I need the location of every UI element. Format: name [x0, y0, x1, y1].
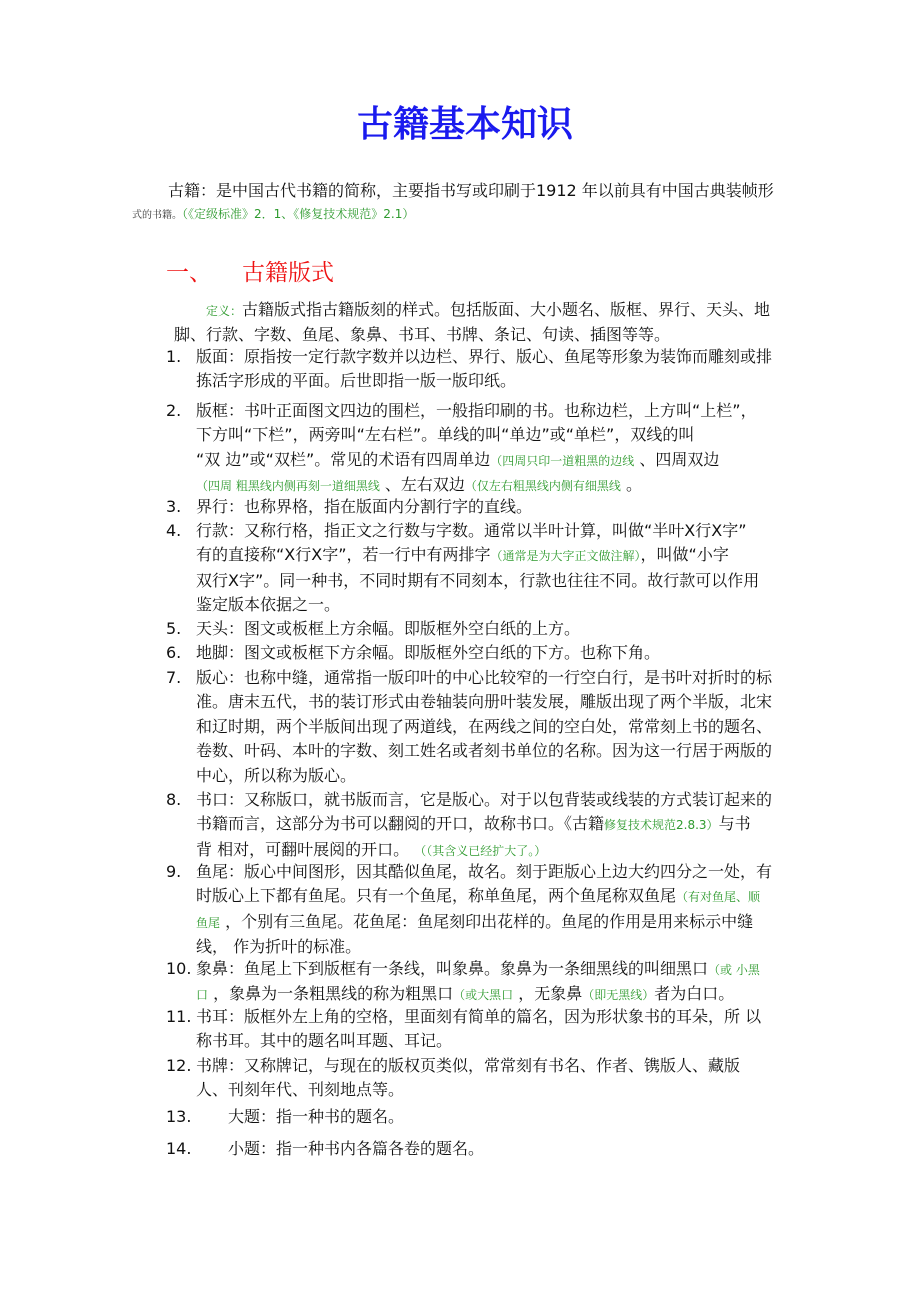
list-item-number: 11.: [166, 1007, 192, 1026]
body-text: 有的直接称“X行X字”，若一行中有两排字: [196, 545, 491, 565]
list-item-line: [166, 910, 772, 935]
annotation-text: （有对鱼尾、顺: [676, 890, 761, 905]
body-text: 书口：又称版口，就书版而言，它是版心。对于以包背装或线装的方式装订起来的: [196, 790, 773, 809]
annotation-text: （或 小黑: [708, 963, 760, 977]
list-item: [166, 399, 757, 499]
body-text: 背 相对，可翻叶展阅的开口。: [196, 839, 415, 859]
annotation-text: （仅左右粗黑线内侧有细黑线: [464, 479, 621, 494]
body-text: 地脚：图文或板框下方余幅。即版框外空白纸的下方。也称下角。: [196, 643, 661, 662]
list-item-line: [166, 1078, 740, 1102]
body-text: 大题：指一种书的题名。: [228, 1107, 405, 1126]
annotation-text: 口: [196, 988, 209, 1003]
list-item-line: [166, 1029, 761, 1053]
body-text: 书牌：又称牌记，与现在的版权页类似，常常刻有书名、作者、镌版人、藏版: [196, 1056, 741, 1075]
list-item-line: [166, 739, 772, 763]
list-item-line: [166, 593, 759, 617]
list-item: [166, 1054, 740, 1103]
definition-text: 古籍版式指古籍版刻的样式。包括版面、大小题名、版框、界行、天头、地: [242, 300, 771, 319]
list-item-line: [166, 423, 757, 447]
body-text: 小题：指一种书内各篇各卷的题名。: [228, 1139, 485, 1158]
list-item: [166, 957, 760, 1008]
list-item-number: 7.: [166, 668, 182, 687]
list-item-number: 1.: [166, 347, 182, 366]
list-item-line: [166, 957, 760, 982]
document-title: 古籍基本知识: [356, 104, 573, 145]
list-item-line: [166, 543, 759, 568]
annotation-text: （四周 粗黑线内侧再刻一道细黑线: [196, 479, 380, 494]
body-text: ，个别有三鱼尾。花鱼尾：鱼尾刻印出花样的。鱼尾的作用是用来标示中缝: [220, 911, 754, 931]
body-text: 人、刊刻年代、刊刻地点等。: [196, 1080, 405, 1100]
list-item-line: [166, 1005, 761, 1029]
list-item-number: 6.: [166, 643, 182, 662]
list-item-line: [166, 641, 660, 665]
list-item-line: [166, 519, 759, 543]
list-item-number: 9.: [166, 862, 182, 881]
body-text: 线， 作为折叶的标准。: [196, 937, 362, 957]
body-text: 象鼻：鱼尾上下到版框有一条线，叫象鼻。象鼻为一条细黑线的叫细黑口: [196, 959, 709, 978]
body-text: 界行：也称界格，指在版面内分割行字的直线。: [196, 497, 533, 516]
list-item-line: [166, 788, 772, 812]
list-item-line: [166, 690, 772, 714]
list-item-line: [166, 715, 772, 739]
body-text: 下方叫“下栏”，两旁叫“左右栏”。单线的叫“单边”或“单栏”，双线的叫: [196, 425, 695, 445]
intro-reference: （《定级标准》2．1、《修复技术规范》2.1）: [182, 207, 415, 221]
body-text: 准。唐末五代，书的装订形式由卷轴装向册叶装发展，雕版出现了两个半版，北宋: [196, 692, 773, 712]
body-text: 、四周双边: [634, 449, 720, 469]
body-text: 卷数、叶码、本叶的字数、刻工姓名或者刻书单位的名称。因为这一行居于两版的: [196, 741, 773, 761]
list-item-number: 8.: [166, 790, 182, 809]
list-item-number: 5.: [166, 619, 182, 638]
list-item-line: [166, 617, 580, 641]
list-item-line: [166, 1054, 740, 1078]
definition-label: 定义：: [206, 304, 243, 318]
body-text: ，无象鼻: [513, 984, 583, 1004]
list-item: [166, 1105, 404, 1129]
body-text: 者为白口。: [654, 984, 735, 1004]
list-item-line: [166, 369, 772, 393]
body-text: 称书耳。其中的题名叫耳题、耳记。: [196, 1031, 453, 1051]
list-item: [166, 666, 772, 788]
body-text: 书籍而言，这部分为书可以翻阅的开口，故称书口。《古籍: [196, 814, 605, 834]
definition-text-continued: 脚、行款、字数、鱼尾、象鼻、书耳、书牌、条记、句读、插图等等。: [174, 325, 671, 345]
list-item: [166, 1137, 484, 1161]
body-text: 时版心上下都有鱼尾。只有一个鱼尾，称单鱼尾，两个鱼尾称双鱼尾: [196, 886, 677, 906]
list-item-line: [166, 982, 760, 1007]
body-text: “双 边”或“双栏”。常见的术语有四周单边: [196, 449, 491, 469]
body-text: 鱼尾：版心中间图形，因其酷似鱼尾，故名。刻于距版心上边大约四分之一处，有: [196, 862, 773, 881]
list-item-line: [166, 448, 757, 473]
list-item-line: [166, 860, 772, 884]
body-text: 行款：又称行格，指正文之行数与字数。通常以半叶计算，叫做“半叶X行X字”: [196, 521, 747, 540]
list-item: [166, 788, 772, 863]
body-text: 拣活字形成的平面。后世即指一版一版印纸。: [196, 371, 517, 391]
list-item-line: [166, 666, 772, 690]
list-item-line: [166, 1137, 484, 1161]
list-item: [166, 860, 772, 960]
intro-text: 古籍：是中国古代书籍的简称，主要指书写或印刷于1912 年以前具有中国古典装帧形: [168, 181, 774, 200]
body-text: 与书: [718, 814, 751, 834]
annotation-text: 鱼尾: [196, 915, 221, 930]
list-item-number: 10.: [166, 959, 192, 978]
list-item-line: [166, 935, 772, 959]
body-text: 。: [620, 475, 643, 495]
body-text: 版框：书叶正面图文四边的围栏，一般指印刷的书。也称边栏，上方叫“上栏”，: [196, 401, 757, 420]
list-item-line: [166, 1105, 404, 1129]
section-heading: [166, 254, 334, 287]
list-item-line: [166, 884, 772, 909]
list-item-line: [166, 345, 772, 369]
list-item-number: 13.: [166, 1107, 192, 1126]
definition-paragraph: [174, 298, 770, 348]
section-number: 一、: [166, 260, 212, 286]
list-item-number: 4.: [166, 521, 182, 540]
body-text: ，象鼻为一条粗黑线的称为粗黑口: [208, 984, 454, 1004]
list-item-number: 3.: [166, 497, 182, 516]
list-item-line: [166, 399, 757, 423]
body-text: 双行X字”。同一种书，不同时期有不同刻本，行款也往往不同。故行款可以作用: [196, 570, 760, 590]
body-text: 书耳：版框外左上角的空格，里面刻有简单的篇名，因为形状象书的耳朵，所 以: [196, 1007, 762, 1026]
body-text: 天头：图文或板框上方余幅。即版框外空白纸的上方。: [196, 619, 581, 638]
body-text: 鉴定版本依据之一。: [196, 595, 341, 615]
list-item-number: 14.: [166, 1139, 192, 1158]
annotation-text: 修复技术规范2.8.3）: [604, 818, 719, 833]
intro-continuation: [132, 203, 414, 222]
list-item: [166, 617, 580, 641]
intro-small-text: 式的书籍。: [132, 210, 182, 221]
list-item-number: 12.: [166, 1056, 192, 1075]
list-item: [166, 1005, 761, 1054]
body-text: ，叫做“小字: [640, 545, 729, 565]
list-item-line: [166, 764, 772, 788]
body-text: 和辽时期，两个半版间出现了两道线，在两线之间的空白处，常常刻上书的题名、: [196, 716, 773, 736]
list-item: [166, 519, 759, 618]
list-item-number: 2.: [166, 401, 182, 420]
annotation-text: （或大黑口: [453, 988, 514, 1003]
annotation-text: （即无黑线）: [582, 988, 655, 1003]
list-item-line: [166, 495, 532, 519]
body-text: 版面：原指按一定行款字数并以边栏、界行、版心、鱼尾等形象为装饰而雕刻或排: [196, 347, 773, 366]
section-title: 古籍版式: [242, 260, 334, 286]
annotation-text: （通常是为大字正文做注解）: [490, 549, 641, 564]
list-item-line: [166, 812, 772, 837]
list-item: [166, 641, 660, 665]
list-item: [166, 495, 532, 519]
list-item-line: [166, 569, 759, 593]
list-item: [166, 345, 772, 394]
body-text: 中心，所以称为版心。: [196, 765, 357, 785]
annotation-text: （四周只印一道粗黑的边线: [490, 453, 635, 468]
body-text: 、左右双边: [379, 475, 465, 495]
body-text: 版心：也称中缝，通常指一版印叶的中心比较窄的一行空白行，是书叶对折时的标: [196, 668, 773, 687]
annotation-text: （（其含义已经扩大了。）: [414, 843, 547, 858]
